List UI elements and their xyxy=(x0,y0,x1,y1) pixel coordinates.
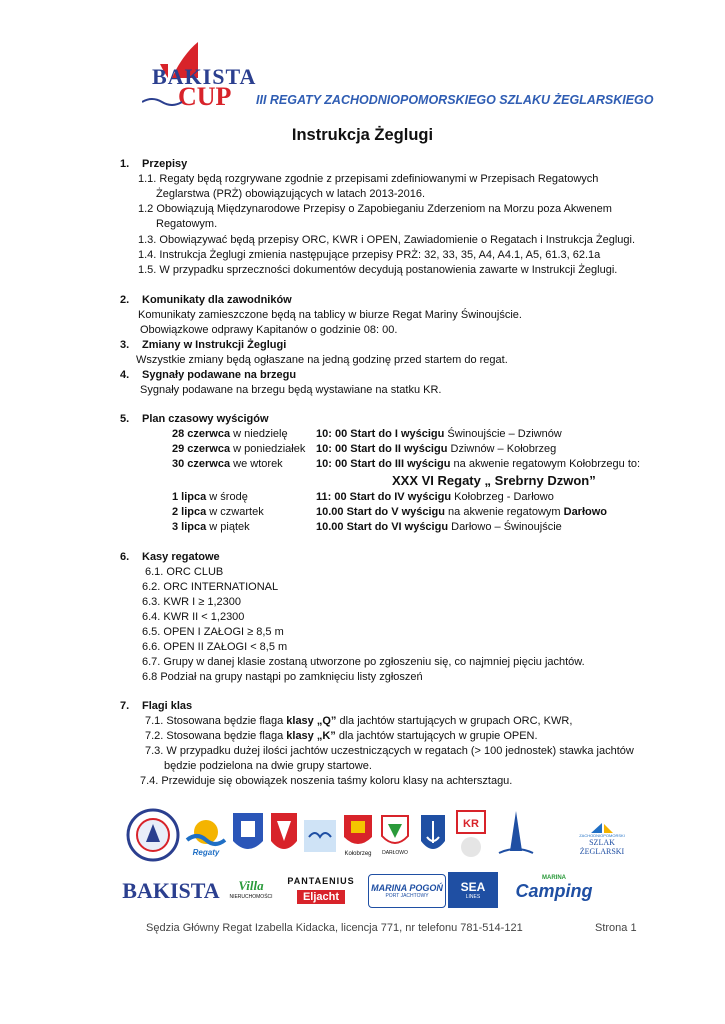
kolobrzeg-arms-icon xyxy=(342,813,374,851)
regaty-logo-text: Regaty xyxy=(192,847,220,857)
list-item: 1.5. W przypadku sprzeczności dokumentów decydują postanowienia zawarte w Instrukcji Żeglugi. xyxy=(138,264,618,276)
list-item: 6.8 Podział na grupy nastąpi po zamknięciu listy zgłoszeń xyxy=(142,671,423,683)
paragraph: Wszystkie zmiany będą ogłaszane na jedną godzinę przed startem do regat. xyxy=(136,354,508,366)
section-7-title: Flagi klas xyxy=(142,700,193,712)
club-emblem-logo xyxy=(126,808,180,862)
schedule-date: 1 lipca w środę xyxy=(172,491,248,503)
lighthouse-icon xyxy=(495,807,537,861)
list-item: Regatowym. xyxy=(156,218,218,230)
section-3-number: 3. xyxy=(120,339,130,351)
villa-logo-subtext: NIERUCHOMOŚCI xyxy=(229,894,273,900)
list-item: 1.1. Regaty będą rozgrywane zgodnie z przepisami zdefiniowanymi w Przepisach Regatowych xyxy=(138,173,599,185)
anchor-shield-icon xyxy=(419,813,447,857)
regaty-sun-icon xyxy=(185,814,227,848)
eljachet-logo-text: Eljacht xyxy=(297,890,345,904)
szlak-logo-subtext: ZACHODNIOPOMORSKI xyxy=(579,833,625,838)
section-7-number: 7. xyxy=(120,700,130,712)
seagull-logo xyxy=(302,812,338,860)
schedule-race: 10: 00 Start do I wyścigu Świnoujście – Dziwnów xyxy=(316,428,562,440)
pantaenius-logo-text: PANTAENIUS xyxy=(287,876,355,886)
schedule-race: 10.00 Start do V wyścigu na akwenie regatowym Darłowo xyxy=(316,506,608,518)
schedule-race: 10: 00 Start do III wyścigu na akwenie regatowym Kołobrzegu to: xyxy=(316,458,641,470)
regatta-name: XXX VI Regaty „ Srebrny Dzwon” xyxy=(392,473,596,488)
darlowo-arms-icon xyxy=(380,814,410,850)
regaty-logo xyxy=(184,808,228,862)
section-1-title: Przepisy xyxy=(142,158,188,170)
kr-logo xyxy=(452,808,490,862)
kr-emblem-icon xyxy=(453,809,489,861)
list-item: 7.2. Stosowana będzie flaga klasy „K” dla jachtów startujących w grupie OPEN. xyxy=(145,730,538,742)
darlowo-logo xyxy=(378,810,412,860)
emblem-blue-logo xyxy=(418,810,448,860)
schedule-date: 2 lipca w czwartek xyxy=(172,506,264,518)
kolobrzeg-logo xyxy=(340,808,376,862)
logo-text-top: BAKISTA xyxy=(152,64,257,89)
bakista-logo-text: BAKISTA xyxy=(122,878,220,903)
list-item: 6.6. OPEN II ZAŁOGI < 8,5 m xyxy=(142,641,288,653)
kolobrzeg-logo-text: Kołobrzeg xyxy=(344,851,372,857)
list-item: 7.3. W przypadku dużej ilości jachtów uczestniczących w regatach (> 100 jednostek) stawka jachtów xyxy=(145,745,634,757)
marina-pogon-logo-text: MARINA POGOŃ xyxy=(371,883,443,893)
section-4-number: 4. xyxy=(120,369,130,381)
sea-lines-logo-subtext: LINES xyxy=(465,894,481,900)
list-item: Żeglarstwa (PRŻ) obowiązujących w latach 2013-2016. xyxy=(156,188,426,200)
list-item: 7.1. Stosowana będzie flaga klasy „Q” dla jachtów startujących w grupach ORC, KWR, xyxy=(145,715,573,727)
section-4-title: Sygnały podawane na brzegu xyxy=(142,369,297,381)
lighthouse-logo xyxy=(494,806,538,862)
footer-text: Sędzia Główny Regat Izabella Kidacka, licencja 771, nr telefonu 781-514-121 xyxy=(146,922,523,934)
list-item: 6.3. KWR I ≥ 1,2300 xyxy=(142,596,241,608)
marina-pogon-logo xyxy=(368,874,446,908)
sea-lines-logo xyxy=(448,872,498,908)
list-item: 6.2. ORC INTERNATIONAL xyxy=(142,581,279,593)
list-item: 6.4. KWR II < 1,2300 xyxy=(142,611,245,623)
list-item: będzie podzielona na dwie grupy startowe. xyxy=(164,760,372,772)
page-number: Strona 1 xyxy=(595,922,637,934)
section-1-number: 1. xyxy=(120,158,130,170)
club-emblem-icon xyxy=(126,808,180,862)
list-item: 1.2 Obowiązują Międzynarodowe Przepisy o Zapobieganiu Zderzeniom na Morzu poza Akwenem xyxy=(138,203,612,215)
schedule-race: 11: 00 Start do IV wyścigu Kołobrzeg - Darłowo xyxy=(316,491,554,503)
section-6-number: 6. xyxy=(120,551,130,563)
szlak-zeglarski-logo xyxy=(566,822,638,856)
list-item: 1.3. Obowiązywać będą przepisy ORC, KWR i OPEN, Zawiadomienie o Regatach i Instrukcja Żeglugi. xyxy=(138,234,636,246)
section-2-number: 2. xyxy=(120,294,130,306)
schedule-date: 30 czerwca we wtorek xyxy=(172,458,283,470)
logo-text-bottom: CUP xyxy=(178,82,232,111)
section-5-number: 5. xyxy=(120,413,130,425)
bakista-cup-logo xyxy=(140,40,265,111)
section-2-title: Komunikaty dla zawodników xyxy=(142,294,292,306)
schedule-race: 10: 00 Start do II wyścigu Dziwnów – Kołobrzeg xyxy=(316,443,557,455)
schedule-date: 3 lipca w piątek xyxy=(172,521,250,533)
paragraph: Sygnały podawane na brzegu będą wystawiane na statku KR. xyxy=(140,384,442,396)
bakista-logo xyxy=(122,874,220,908)
marina-pogon-logo-subtext: PORT JACHTOWY xyxy=(385,893,429,899)
shield-icon xyxy=(231,811,265,859)
marina-camping-logo xyxy=(506,868,602,908)
paragraph: Komunikaty zamieszczone będą na tablicy w biurze Regat Mariny Świnoujście. xyxy=(138,309,522,321)
sea-lines-logo-text: SEA xyxy=(460,880,486,894)
list-item: 6.1. ORC CLUB xyxy=(145,566,224,578)
section-6-title: Kasy regatowe xyxy=(142,551,220,563)
list-item: 6.7. Grupy w danej klasie zostaną utworzone po zgłoszeniu się, co najmniej pięciu jachtów. xyxy=(142,656,585,668)
schedule-race: 10.00 Start do VI wyścigu Darłowo – Świnoujście xyxy=(316,521,562,533)
coat-of-arms-icon xyxy=(269,811,299,859)
section-5-title: Plan czasowy wyścigów xyxy=(142,413,269,425)
schedule-date: 28 czerwca w niedzielę xyxy=(172,428,288,440)
seagull-icon xyxy=(303,819,337,853)
page-title: Instrukcja Żeglugi xyxy=(291,126,434,144)
list-item: 1.4. Instrukcja Żeglugi zmienia następujące przepisy PRŻ: 32, 33, 35, A4, A4.1, A5, 61.3, 62.1a xyxy=(138,249,601,261)
svg-text:KR: KR xyxy=(463,818,479,830)
blue-shield-logo xyxy=(230,810,266,860)
list-item: 6.5. OPEN I ZAŁOGI ≥ 8,5 m xyxy=(142,626,284,638)
paragraph: Obowiązkowe odprawy Kapitanów o godzinie 08: 00. xyxy=(140,324,398,336)
darlowo-logo-text: DARŁOWO xyxy=(382,850,408,856)
coat-of-arms-red xyxy=(268,810,300,860)
list-item: 7.4. Przewiduje się obowiązek noszenia taśmy koloru klasy na achtersztagu. xyxy=(140,775,513,787)
wave-icon xyxy=(142,96,182,106)
szlak-sail-icon xyxy=(582,822,622,833)
szlak-logo-text: SZLAK ŻEGLARSKI xyxy=(579,838,625,856)
villa-logo-text: Villa xyxy=(238,878,264,893)
pantaenius-logo xyxy=(282,870,360,910)
schedule-date: 29 czerwca w poniedziałek xyxy=(172,443,306,455)
marina-camping-logo-subtext: MARINA xyxy=(542,874,566,881)
villa-logo xyxy=(228,870,274,908)
marina-camping-logo-text: Camping xyxy=(515,880,593,901)
header-subtitle: III REGATY ZACHODNIOPOMORSKIEGO SZLAKU ŻEGLARSKIEGO xyxy=(256,93,654,107)
section-3-title: Zmiany w Instrukcji Żeglugi xyxy=(142,339,287,351)
